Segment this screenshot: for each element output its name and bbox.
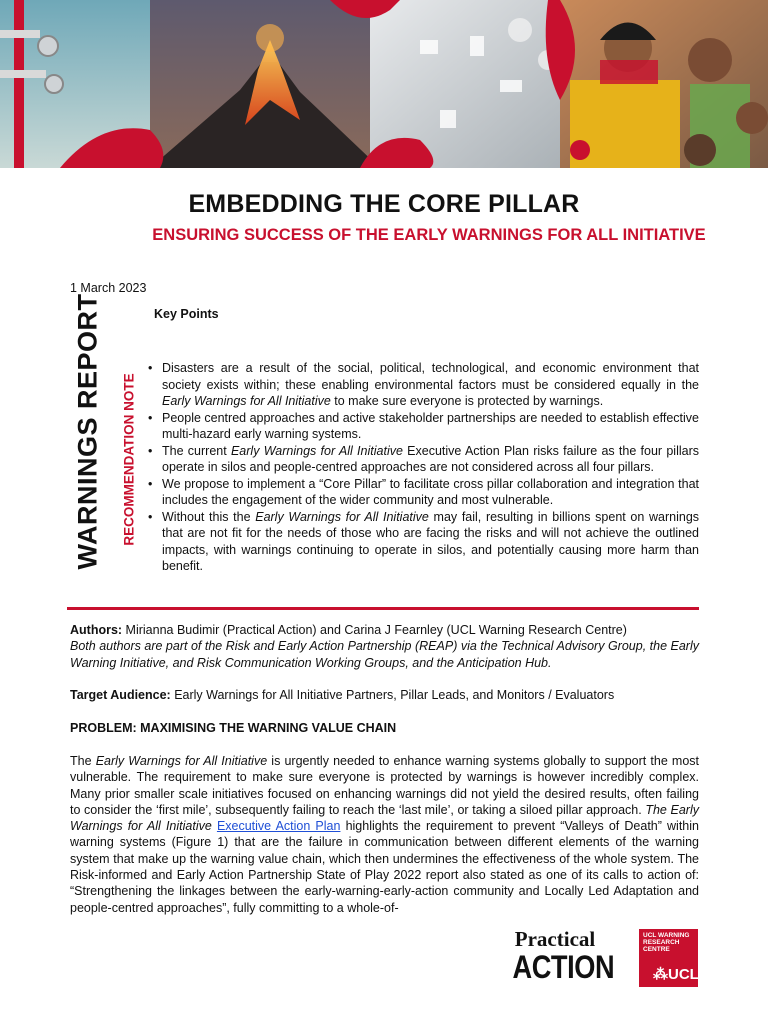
problem-heading: PROBLEM: MAXIMISING THE WARNING VALUE CHAIN <box>70 721 397 735</box>
authors-note: Both authors are part of the Risk and Early Action Partnership (REAP) via the Technical Advisory Group, the Early Warning Initiative, and Risk Communication Working Groups, and the Anticipation Hub. <box>70 639 699 670</box>
target-audience <box>70 687 699 703</box>
authors-names: Mirianna Budimir (Practical Action) and Carina J Fearnley (UCL Warning Research Centre) <box>122 623 627 637</box>
key-points-list <box>146 360 699 575</box>
header-banner-image <box>0 0 768 168</box>
problem-paragraph: The Early Warnings for All Initiative is urgently needed to enhance warning systems globally to support the most vulnerable. The requirement to make sure everyone is protected by warnings is however incredibly complex. Many prior smaller scale initiatives focused on enhancing warnings did not yield the desired results, often failing to consider the ‘first mile’, subsequently failing to reach the ‘last mile’, or taking a siloed pillar approach. The Early Warnings for All Initiative Executive Action Plan highlights the requirement to prevent “Valleys of Death” within warning systems (Figure 1) that are the failure in communication between different elements of the warning system that make up the warning value chain, which then undermines the effectiveness of the whole system. The Risk-informed and Early Action Partnership State of Play 2022 report also stated as one of its calls to action of: “Strengthening the linkages between the early-warning-early-action community and Locally Led Adaptation and people-centred approaches”, fully committing to a whole-of- <box>70 754 700 915</box>
page-subtitle: ENSURING SUCCESS OF THE EARLY WARNINGS FOR ALL INITIATIVE <box>152 226 706 244</box>
ucl-warning-research-centre-logo: UCL WARNING RESEARCH CENTRE ⁂UCL <box>639 929 698 987</box>
audience-text: Early Warnings for All Initiative Partners, Pillar Leads, and Monitors / Evaluators <box>170 688 615 702</box>
report-date: 1 March 2023 <box>70 281 147 295</box>
key-point-item: • Without this the Early Warnings for All Initiative may fail, resulting in billions spent on warnings that are not fit for the needs of those who are facing the risks and will not achieve the outlined impacts, with warnings continuing to operate in silos, and potentially causing more harm than benefit. <box>146 509 699 575</box>
authors-block <box>70 622 699 671</box>
key-points-title: Key Points <box>154 307 219 321</box>
executive-action-plan-link[interactable]: Executive Action Plan <box>216 819 341 834</box>
audience-label: Target Audience: <box>70 688 171 702</box>
key-point-item: • People centred approaches and active stakeholder partnerships are needed to establish effective multi-hazard early warning systems. <box>146 410 699 443</box>
authors-label: Authors: <box>70 623 123 637</box>
side-label-sub: RECOMMENDATION NOTE <box>121 373 137 546</box>
practical-action-logo: Practical ACTION <box>512 927 615 985</box>
key-point-item: • The current Early Warnings for All Initiative Executive Action Plan risks failure as the four pillars operate in silos and people-centred approaches are not considered across all four pillars. <box>146 443 699 476</box>
side-label-main: WARNINGS REPORT <box>72 293 103 570</box>
key-point-item: • Disasters are a result of the social, political, technological, and economic environment that society exists within; these enabling environmental factors must be considered equally in the Early Warnings for All Initiative to make sure everyone is protected by warnings. <box>146 360 699 410</box>
key-point-item: • We propose to implement a “Core Pillar” to facilitate cross pillar collaboration and integration that includes the engagement of the wider community and most vulnerable. <box>146 476 699 509</box>
side-label <box>64 293 137 570</box>
section-divider <box>67 607 699 610</box>
page-title: EMBEDDING THE CORE PILLAR <box>188 190 580 218</box>
